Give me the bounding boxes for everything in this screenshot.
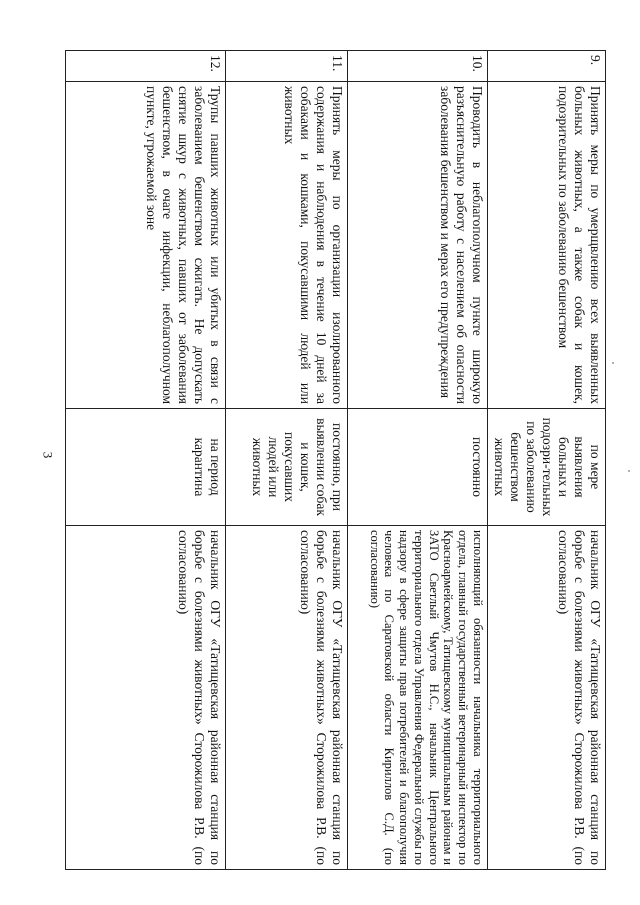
table-row [226,51,348,870]
document-table-wrapper [66,50,606,870]
responsible-cell: начальник ОГУ «Татищевская районная станция по борьбе с болезнями животных» Сторожилова Р.В. (по согласованию) [66,526,226,870]
responsible-cell: начальник ОГУ «Татищевская районная станция по борьбе с болезнями животных» Сторожилова Р.В. (по согласованию) [226,526,348,870]
term-cell: по мере выявления больных и подозри-тельных по заболеванию бешенством животных [488,409,606,526]
responsible-cell: начальник ОГУ «Татищевская районная станция по борьбе с болезнями животных» Сторожилова Р.В. (по согласованию) [488,526,606,870]
scan-speck [628,470,630,472]
term-cell: постоянно [348,409,488,526]
row-number: 9. [488,51,606,82]
measures-table [65,50,606,870]
table-row [66,51,226,870]
measure-cell: Принять меры по умерщвлению всех выявленных больных животных, а также собак и кошек, подозрительных по заболеванию бешенством [488,82,606,409]
responsible-cell: исполняющий обязанности начальника территориального отдела, главный государственный ветеринарный инспектор по Красноармейскому, Татищевскому муниципальным районам и ЗАТО Светлый Чмутов Н.С., начальник Центрального территориального отдела Управления Федеральной службы по надзору в сфере защиты прав потребителей и благополучия человека по Саратовской области Кириллов С.Д. (по согласованию) [348,526,488,870]
table-row [488,51,606,870]
scan-speck [612,362,614,364]
measure-cell: Трупы павших животных или убитых в связи с заболеванием бешенством сжигать. Не допускать снятие шкур с животных, павших от заболевания бешенством, в очаге инфекции, неблагополучном пункте, угрожаемой зоне [66,82,226,409]
page-number: 3 [40,451,56,459]
term-cell: на период карантина [66,409,226,526]
row-number: 12. [66,51,226,82]
row-number: 11. [226,51,348,82]
row-number: 10. [348,51,488,82]
table-row [348,51,488,870]
term-cell: постоянно, при выявлении собак и кошек, покусавших людей или животных [226,409,348,526]
measure-cell: Принять меры по организации изолированного содержания и наблюдения в течение 10 дней за собаками и кошками, покусавшими людей или животных [226,82,348,409]
measure-cell: Проводить в неблагополучном пункте широкую разъяснительную работу с населением об опасности заболевания бешенством и мерах его предупреждения [348,82,488,409]
